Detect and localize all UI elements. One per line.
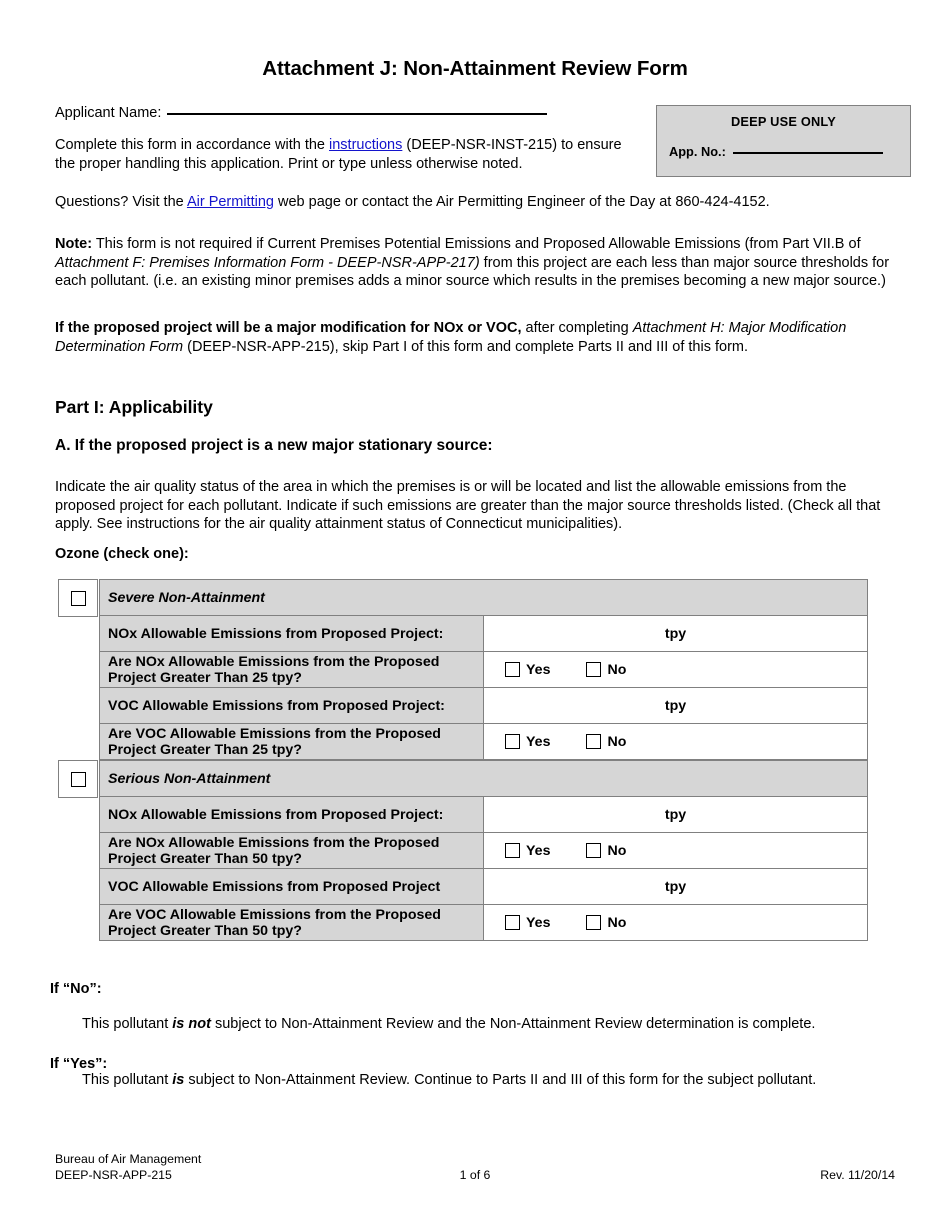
serious-voc-yes-option[interactable] [505, 915, 550, 931]
deep-use-only-title: DEEP USE ONLY [730, 114, 836, 129]
severe-nox-yes-option[interactable] [505, 662, 550, 678]
yes-label: Yes [526, 914, 551, 931]
severe-voc-yes-option[interactable] [505, 734, 550, 750]
severe-nox-emissions-unit[interactable]: tpy [484, 616, 868, 652]
serious-voc-no-option[interactable] [586, 915, 626, 931]
table-row [100, 761, 868, 797]
indicate-paragraph: Indicate the air quality status of the area in which the premises is or will be located and list the allowable emissions from the proposed project for each pollutant. Indicate if such emissions are greater than the major source thresholds listed. (Check all that apply. See instructions for the air quality attainment status of Connecticut municipalities). [55, 479, 881, 532]
if-yes-text-2: subject to Non-Attainment Review. Continue to Parts II and III of this form for the subject pollutant. [184, 1072, 817, 1088]
questions-paragraph [55, 193, 890, 212]
severe-non-attainment-table [99, 579, 868, 760]
if-yes-text [82, 1072, 816, 1088]
yes-label: Yes [526, 733, 551, 750]
page-title: Attachment J: Non-Attainment Review Form [262, 57, 688, 80]
yes-label: Yes [526, 661, 551, 678]
severe-nox-emissions-label: NOx Allowable Emissions from Proposed Project: [100, 616, 484, 652]
major-modification-paragraph [55, 319, 890, 356]
serious-nox-emissions-unit[interactable]: tpy [484, 797, 868, 833]
section-a-heading: A. If the proposed project is a new major stationary source: [55, 437, 493, 454]
serious-nox-threshold-question: Are NOx Allowable Emissions from the Proposed Project Greater Than 50 tpy? [100, 833, 484, 869]
if-no-text-1: This pollutant [82, 1016, 173, 1032]
checkbox-icon[interactable] [505, 843, 520, 858]
table-row [100, 652, 868, 688]
if-no-emphasis: is not [172, 1016, 211, 1032]
severe-nox-threshold-question: Are NOx Allowable Emissions from the Proposed Project Greater Than 25 tpy? [100, 652, 484, 688]
questions-text-after: web page or contact the Air Permitting Engineer of the Day at 860-424-4152. [273, 194, 770, 210]
if-no-text-2: subject to Non-Attainment Review and the Non-Attainment Review determination is complete. [210, 1016, 816, 1032]
checkbox-icon[interactable] [586, 843, 601, 858]
serious-nox-threshold-answer [484, 833, 868, 869]
no-label: No [607, 842, 627, 859]
table-row [100, 616, 868, 652]
checkbox-icon[interactable] [586, 734, 601, 749]
if-no-text [82, 1016, 815, 1032]
severe-voc-emissions-unit[interactable]: tpy [484, 688, 868, 724]
severe-voc-emissions-label: VOC Allowable Emissions from Proposed Project: [100, 688, 484, 724]
ozone-check-one-label: Ozone (check one): [55, 546, 189, 562]
serious-non-attainment-select-cell[interactable] [58, 760, 98, 798]
footer-bureau: Bureau of Air Management [55, 1152, 202, 1166]
deep-use-only-box [656, 105, 911, 177]
instructions-link[interactable]: instructions [329, 137, 403, 153]
severe-voc-threshold-question: Are VOC Allowable Emissions from the Proposed Project Greater Than 25 tpy? [100, 724, 484, 760]
note-paragraph [55, 235, 890, 291]
yes-label: Yes [526, 842, 551, 859]
if-yes-text-1: This pollutant [82, 1072, 173, 1088]
instructions-text-after: (DEEP-NSR-INST-215) to ensure the proper handling this application. Print or type unless otherwise noted. [55, 137, 622, 172]
serious-nox-no-option[interactable] [586, 843, 626, 859]
checkbox-icon[interactable] [586, 662, 601, 677]
no-label: No [607, 661, 627, 678]
severe-nox-no-option[interactable] [586, 662, 626, 678]
checkbox-icon[interactable] [71, 591, 86, 606]
table-row [100, 688, 868, 724]
severe-nox-threshold-answer [484, 652, 868, 688]
table-row [100, 580, 868, 616]
serious-voc-threshold-answer [484, 905, 868, 941]
questions-text-before: Questions? Visit the [55, 194, 187, 210]
checkbox-icon[interactable] [505, 662, 520, 677]
checkbox-icon[interactable] [71, 772, 86, 787]
applicant-name-input-rule[interactable] [167, 112, 547, 115]
note-italic-reference: Attachment F: Premises Information Form - DEEP-NSR-APP-217) [55, 254, 480, 271]
footer-page-number: 1 of 6 [459, 1168, 491, 1182]
note-label: Note: [55, 236, 93, 252]
ozone-attainment-table [58, 579, 868, 941]
serious-voc-emissions-label: VOC Allowable Emissions from Proposed Project [100, 869, 484, 905]
table-row [100, 724, 868, 760]
severe-non-attainment-block [58, 579, 868, 760]
app-no-label: App. No.: [669, 144, 726, 159]
severe-voc-no-option[interactable] [586, 734, 626, 750]
part-1-heading: Part I: Applicability [55, 397, 213, 417]
attachment-h-reference: Attachment H: Major Modification Determination Form [55, 320, 847, 355]
checkbox-icon[interactable] [586, 915, 601, 930]
page-footer [55, 1152, 895, 1184]
footer-revision: Rev. 11/20/14 [820, 1168, 895, 1182]
instructions-text-before: Complete this form in accordance with the [55, 137, 330, 153]
checkbox-icon[interactable] [505, 915, 520, 930]
serious-nox-yes-option[interactable] [505, 843, 550, 859]
table-row [100, 905, 868, 941]
no-label: No [607, 733, 627, 750]
if-yes-label: If “Yes”: [50, 1056, 108, 1072]
app-no-input-rule[interactable] [733, 151, 883, 154]
serious-nox-emissions-label: NOx Allowable Emissions from Proposed Project: [100, 797, 484, 833]
footer-form-id: DEEP-NSR-APP-215 [55, 1168, 172, 1182]
table-row [100, 869, 868, 905]
air-permitting-link[interactable]: Air Permitting [186, 194, 274, 210]
if-yes-emphasis: is [172, 1072, 185, 1088]
serious-voc-threshold-question: Are VOC Allowable Emissions from the Proposed Project Greater Than 50 tpy? [100, 905, 484, 941]
instructions-paragraph [55, 136, 635, 173]
serious-voc-emissions-unit[interactable]: tpy [484, 869, 868, 905]
major-modification-text-2: (DEEP-NSR-APP-215), skip Part I of this form and complete Parts II and III of this form. [183, 338, 749, 355]
severe-non-attainment-header: Severe Non-Attainment [100, 580, 868, 616]
note-text-2: from this project are each less than major source thresholds for each pollutant. (i.e. an existing minor premises adds a minor source which results in the premises becoming a new major source.) [55, 254, 890, 289]
serious-non-attainment-block [58, 760, 868, 941]
severe-voc-threshold-answer [484, 724, 868, 760]
no-label: No [607, 914, 627, 931]
major-modification-text-1: after completing [521, 320, 633, 336]
note-text-1: This form is not required if Current Premises Potential Emissions and Proposed Allowable Emissions (from Part VII.B of [92, 236, 861, 252]
serious-non-attainment-header: Serious Non-Attainment [100, 761, 868, 797]
applicant-name-label: Applicant Name: [55, 105, 162, 121]
applicant-name-row [55, 105, 547, 121]
checkbox-icon[interactable] [505, 734, 520, 749]
table-row [100, 797, 868, 833]
if-no-label: If “No”: [50, 981, 102, 997]
table-row [100, 833, 868, 869]
major-modification-bold: If the proposed project will be a major modification for NOx or VOC, [55, 320, 522, 336]
severe-non-attainment-select-cell[interactable] [58, 579, 98, 617]
serious-non-attainment-table [99, 760, 868, 941]
app-no-row [657, 144, 910, 159]
